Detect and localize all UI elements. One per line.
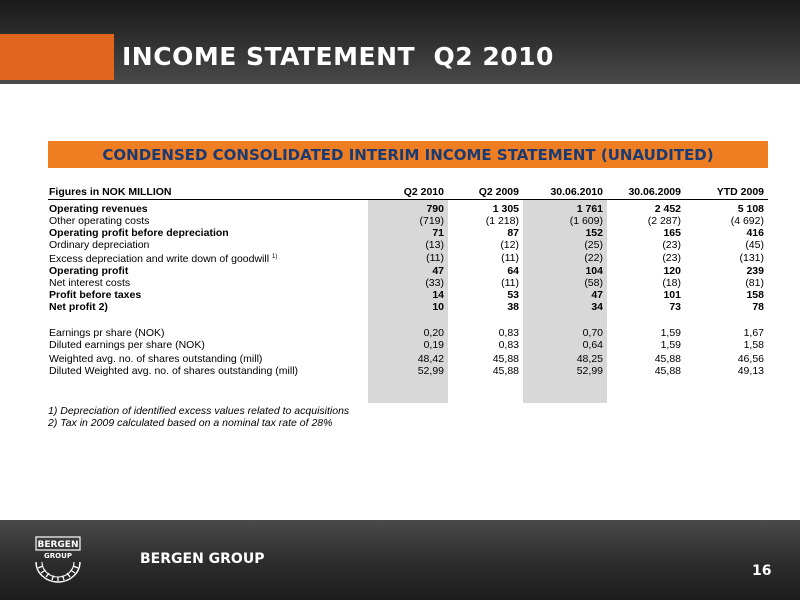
cell-value: 1 761 — [576, 203, 603, 215]
row-label: Weighted avg. no. of shares outstanding (mill) — [49, 353, 263, 365]
row-label: Other operating costs — [49, 215, 150, 227]
column-header: Figures in NOK MILLION — [48, 185, 368, 200]
cell-value: (11) — [501, 252, 519, 264]
table-header-row — [48, 185, 768, 200]
row-label-text: Excess depreciation and write down of goodwill — [49, 253, 270, 265]
table-row — [48, 289, 768, 301]
row-label: Net interest costs — [49, 277, 131, 289]
cell-value: 73 — [669, 301, 681, 313]
cell-value: 5 108 — [737, 203, 764, 215]
cell-value: (22) — [584, 252, 603, 264]
cell-value: 45,88 — [654, 365, 681, 377]
table-row — [48, 200, 768, 216]
cell-value: 14 — [432, 289, 444, 301]
footnote-marker: 1) — [272, 254, 278, 260]
row-label: Ordinary depreciation — [49, 239, 150, 251]
footnote: 1) Depreciation of identified excess values related to acquisitions — [48, 405, 350, 417]
cell-value: (58) — [584, 277, 603, 289]
cell-value: 78 — [752, 301, 764, 313]
cell-value: 790 — [426, 203, 444, 215]
table-row — [48, 277, 768, 289]
accent-tab — [0, 34, 114, 80]
row-label: Operating profit before depreciation — [49, 227, 229, 239]
banner-text: CONDENSED CONSOLIDATED INTERIM INCOME STATEMENT (UNAUDITED) — [102, 145, 714, 164]
slide-title: INCOME STATEMENT Q2 2010 — [122, 42, 554, 71]
cell-value: 165 — [663, 227, 681, 239]
table-row — [48, 353, 768, 365]
table-row — [48, 365, 768, 377]
cell-value: 101 — [663, 289, 681, 301]
footnotes — [48, 405, 349, 429]
footnote: 2) Tax in 2009 calculated based on a nominal tax rate of 28% — [48, 417, 333, 429]
row-label: Diluted Weighted avg. no. of shares outstanding (mill) — [49, 365, 299, 377]
cell-value: 0,19 — [423, 339, 444, 351]
cell-value: 45,88 — [492, 353, 519, 365]
cell-value: (11) — [501, 277, 519, 289]
cell-value: 0,70 — [582, 327, 603, 339]
row-label — [48, 251, 368, 265]
table-row — [48, 227, 768, 239]
cell-value: 0,20 — [423, 327, 444, 339]
cell-value: 46,56 — [737, 353, 764, 365]
cell-value: (719) — [419, 215, 444, 227]
cell-value: 53 — [507, 289, 519, 301]
cell-value: 47 — [432, 265, 444, 277]
table-row — [48, 215, 768, 227]
cell-value: (23) — [662, 239, 681, 251]
cell-value: (45) — [745, 239, 764, 251]
cell-value: 48,25 — [576, 353, 603, 365]
cell-value: (23) — [662, 252, 681, 264]
statement-banner — [48, 141, 768, 168]
column-header: Q2 2009 — [448, 185, 523, 200]
cell-value: 45,88 — [654, 353, 681, 365]
column-header: 30.06.2009 — [607, 185, 685, 200]
income-statement-table — [48, 185, 768, 377]
cell-value: (18) — [662, 277, 681, 289]
column-header: 30.06.2010 — [523, 185, 607, 200]
table-row — [48, 265, 768, 277]
cell-value: 87 — [507, 227, 519, 239]
table-row — [48, 301, 768, 313]
bergen-group-logo — [30, 536, 86, 584]
cell-value: 1,58 — [743, 339, 764, 351]
cell-value: 38 — [507, 301, 519, 313]
column-header: Q2 2010 — [368, 185, 448, 200]
cell-value: (4 692) — [730, 215, 764, 227]
row-label: Earnings pr share (NOK) — [49, 327, 165, 339]
footer-band — [0, 520, 800, 600]
cell-value: 1,59 — [660, 327, 681, 339]
cell-value: 120 — [663, 265, 681, 277]
cell-value: 71 — [432, 227, 444, 239]
row-label: Net profit 2) — [49, 301, 108, 313]
cell-value: (131) — [739, 252, 764, 264]
cell-value: 158 — [746, 289, 764, 301]
row-label: Operating profit — [49, 265, 129, 277]
table-row — [48, 239, 768, 251]
cell-value: (33) — [425, 277, 444, 289]
column-header: YTD 2009 — [685, 185, 768, 200]
cell-value: 0,83 — [498, 327, 519, 339]
logo-text-line1: BERGEN — [37, 540, 79, 550]
cell-value: (12) — [500, 239, 519, 251]
spacer-row — [48, 313, 768, 327]
row-label: Diluted earnings per share (NOK) — [49, 339, 205, 351]
cell-value: 52,99 — [417, 365, 444, 377]
cell-value: 239 — [746, 265, 764, 277]
cell-value: 0,83 — [498, 339, 519, 351]
cell-value: 1,67 — [743, 327, 764, 339]
logo-text-line2: GROUP — [44, 552, 72, 560]
cell-value: (81) — [745, 277, 764, 289]
cell-value: 416 — [746, 227, 764, 239]
page-number: 16 — [752, 563, 772, 579]
cell-value: 104 — [585, 265, 603, 277]
cell-value: (13) — [425, 239, 444, 251]
cell-value: 1 305 — [492, 203, 519, 215]
cell-value: 47 — [591, 289, 603, 301]
cell-value: (2 287) — [647, 215, 681, 227]
cell-value: 48,42 — [417, 353, 444, 365]
cell-value: (11) — [426, 252, 444, 264]
cell-value: 10 — [432, 301, 444, 313]
cell-value: (1 218) — [485, 215, 519, 227]
table-row — [48, 251, 768, 265]
table-row — [48, 327, 768, 339]
cell-value: 34 — [591, 301, 603, 313]
cell-value: 152 — [585, 227, 603, 239]
cell-value: 49,13 — [737, 365, 764, 377]
row-label: Profit before taxes — [49, 289, 142, 301]
cell-value: (25) — [584, 239, 603, 251]
cell-value: (1 609) — [569, 215, 603, 227]
cell-value: 45,88 — [492, 365, 519, 377]
cell-value: 2 452 — [654, 203, 681, 215]
cell-value: 52,99 — [576, 365, 603, 377]
cell-value: 1,59 — [660, 339, 681, 351]
cell-value: 0,64 — [582, 339, 603, 351]
cell-value: 64 — [507, 265, 519, 277]
company-name: BERGEN GROUP — [140, 551, 265, 567]
row-label: Operating revenues — [49, 203, 148, 215]
table-row — [48, 339, 768, 351]
